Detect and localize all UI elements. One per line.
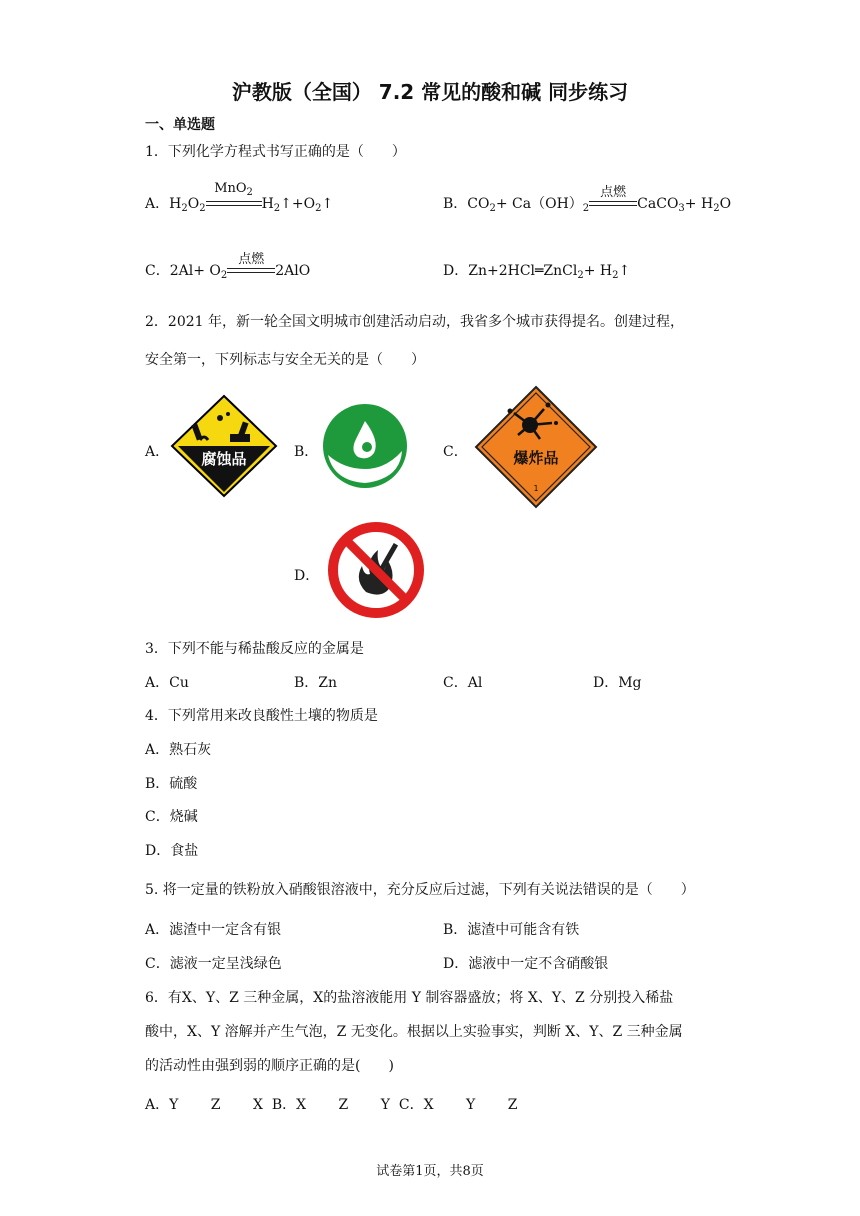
reaction-condition-arrow: 点燃 <box>589 200 637 208</box>
explosive-sign-number: 1 <box>533 484 539 493</box>
q4-option-b: B．硫酸 <box>145 776 198 792</box>
q1-stem: 1．下列化学方程式书写正确的是（ ） <box>145 144 406 160</box>
q5-option-b: B．滤渣中可能含有铁 <box>443 922 580 938</box>
q1-option-c: C．$2Al+ O_2$ 点燃 2AlO <box>145 252 311 281</box>
q1-option-a: A．$H_2O_2$ MnO$_2$ $H_2↑+O_2↑$ <box>145 181 334 214</box>
q4-stem: 4．下列常用来改良酸性土壤的物质是 <box>145 708 378 724</box>
q6-stem-line1: 6．有X、Y、Z 三种金属，X的盐溶液能用 Y 制容器盛放；将 X、Y、Z 分别投入稀盐 <box>145 990 674 1006</box>
green-food-logo-icon <box>322 403 408 489</box>
q6-options: A．Y Z X B．X Z Y C．X Y Z <box>145 1097 518 1113</box>
q3-stem: 3．下列不能与稀盐酸反应的金属是 <box>145 641 364 657</box>
page-footer: 试卷第1页，共8页 <box>376 1164 484 1179</box>
page-title: 沪教版（全国） 7.2 常见的酸和碱 同步练习 <box>231 80 629 104</box>
q2-option-c-label: C． <box>443 444 468 460</box>
q2-option-d-label: D． <box>294 568 320 584</box>
q5-option-c: C．滤液一定呈浅绿色 <box>145 956 282 972</box>
q4-option-a: A．熟石灰 <box>145 742 212 758</box>
q2-option-b-label: B． <box>294 444 319 460</box>
q1-option-b: B．$CO_2+ Ca(OH)_2$ 点燃 CaCO$_3$+ $H_2O$ <box>443 185 732 214</box>
corrosive-sign-icon <box>170 394 278 498</box>
q2-stem-line1: 2．2021 年，新一轮全国文明城市创建活动启动，我省多个城市获得提名。创建过程， <box>145 314 684 330</box>
explosive-sign-icon <box>474 385 598 509</box>
q3-option-a: A．Cu <box>145 675 189 691</box>
reaction-condition-arrow: 点燃 <box>227 267 275 275</box>
q6-stem-line2: 酸中，X、Y 溶解并产生气泡，Z 无变化。根据以上实验事实，判断 X、Y、Z 三种金属 <box>145 1024 683 1040</box>
q4-option-c: C．烧碱 <box>145 809 198 825</box>
q5-option-a: A．滤渣中一定含有银 <box>145 922 282 938</box>
q4-option-d: D．食盐 <box>145 843 199 859</box>
q5-option-d: D．滤液中一定不含硝酸银 <box>443 956 609 972</box>
q2-stem-line2: 安全第一，下列标志与安全无关的是（ ） <box>145 352 425 368</box>
reaction-condition-arrow: MnO$_2$ <box>206 200 262 208</box>
explosive-sign-text: 爆炸品 <box>513 449 559 467</box>
q5-stem: 5. 将一定量的铁粉放入硝酸银溶液中，充分反应后过滤，下列有关说法错误的是（ ） <box>145 882 695 898</box>
q6-stem-line3: 的活动性由强到弱的顺序正确的是( ) <box>145 1058 394 1074</box>
no-fire-sign-icon <box>326 520 426 620</box>
q2-option-a-label: A． <box>145 444 170 460</box>
corrosive-sign-text: 腐蚀品 <box>201 450 247 468</box>
section-heading: 一、单选题 <box>145 117 215 133</box>
q3-option-c: C．Al <box>443 675 483 691</box>
q3-option-d: D．Mg <box>593 675 642 691</box>
q1-option-d: D．Zn+2HCl═ZnCl$_2$+ $H_2↑$ <box>443 263 631 281</box>
q3-option-b: B．Zn <box>294 675 338 691</box>
